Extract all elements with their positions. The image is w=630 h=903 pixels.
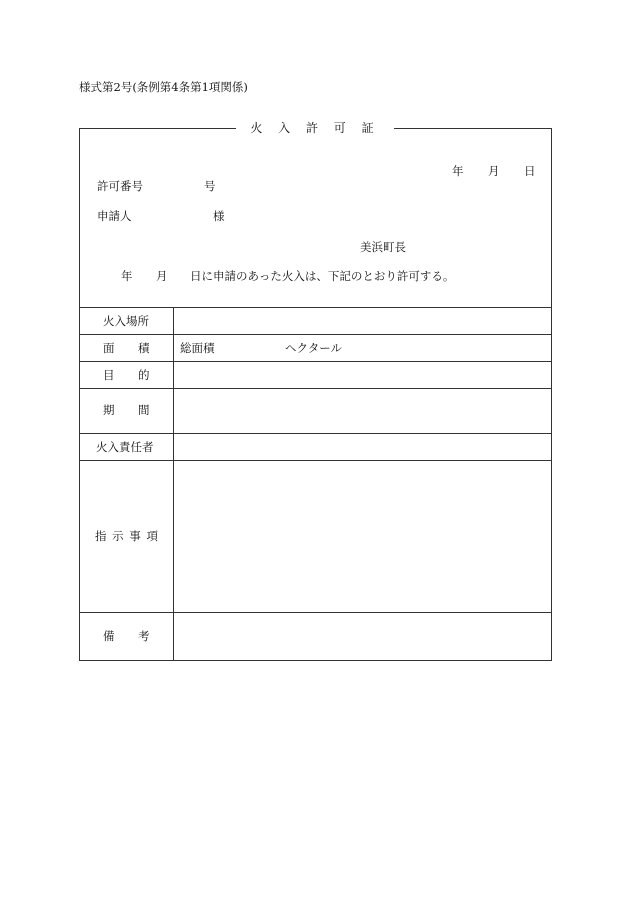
table-line-5	[79, 433, 552, 434]
table-column-divider	[173, 307, 174, 660]
table-line-3	[79, 361, 552, 362]
period-label-1: 期	[103, 403, 115, 417]
area-label-1: 面	[103, 341, 115, 355]
frame-right	[551, 128, 552, 660]
date-year: 年	[452, 164, 464, 178]
frame-top-left	[79, 128, 236, 129]
frame-bottom	[79, 660, 552, 661]
date-day: 日	[524, 164, 536, 178]
permit-no-suffix: 号	[204, 179, 216, 193]
issuer-name: 美浜町長	[360, 240, 406, 254]
area-total-label: 総面積	[180, 341, 215, 355]
table-line-1	[79, 307, 552, 308]
period-label-2: 間	[138, 403, 150, 417]
date-month: 月	[488, 164, 500, 178]
form-title: 火 入 許 可 証	[236, 122, 394, 134]
remarks-label-1: 備	[103, 629, 115, 643]
applicant-label: 申請人	[97, 209, 132, 223]
permit-no-label: 許可番号	[97, 179, 143, 193]
applicant-suffix: 様	[213, 209, 225, 223]
area-unit: ヘクタール	[285, 341, 343, 355]
instructions-label: 指 示 事 項	[95, 529, 159, 543]
frame-left	[79, 128, 80, 660]
purpose-label-1: 目	[103, 368, 115, 382]
table-line-4	[79, 388, 552, 389]
purpose-label-2: 的	[138, 368, 150, 382]
responsible-label: 火入責任者	[96, 440, 154, 454]
form-id: 様式第2号(条例第4条第1項関係)	[79, 80, 248, 94]
location-label: 火入場所	[103, 314, 149, 328]
statement-text: 日に申請のあった火入は、下記のとおり許可する。	[190, 269, 455, 283]
statement-year: 年	[121, 269, 133, 283]
table-line-2	[79, 334, 552, 335]
area-label-2: 積	[138, 341, 150, 355]
frame-top-right	[394, 128, 551, 129]
table-line-7	[79, 612, 552, 613]
table-line-6	[79, 460, 552, 461]
statement-month: 月	[156, 269, 168, 283]
remarks-label-2: 考	[138, 629, 150, 643]
